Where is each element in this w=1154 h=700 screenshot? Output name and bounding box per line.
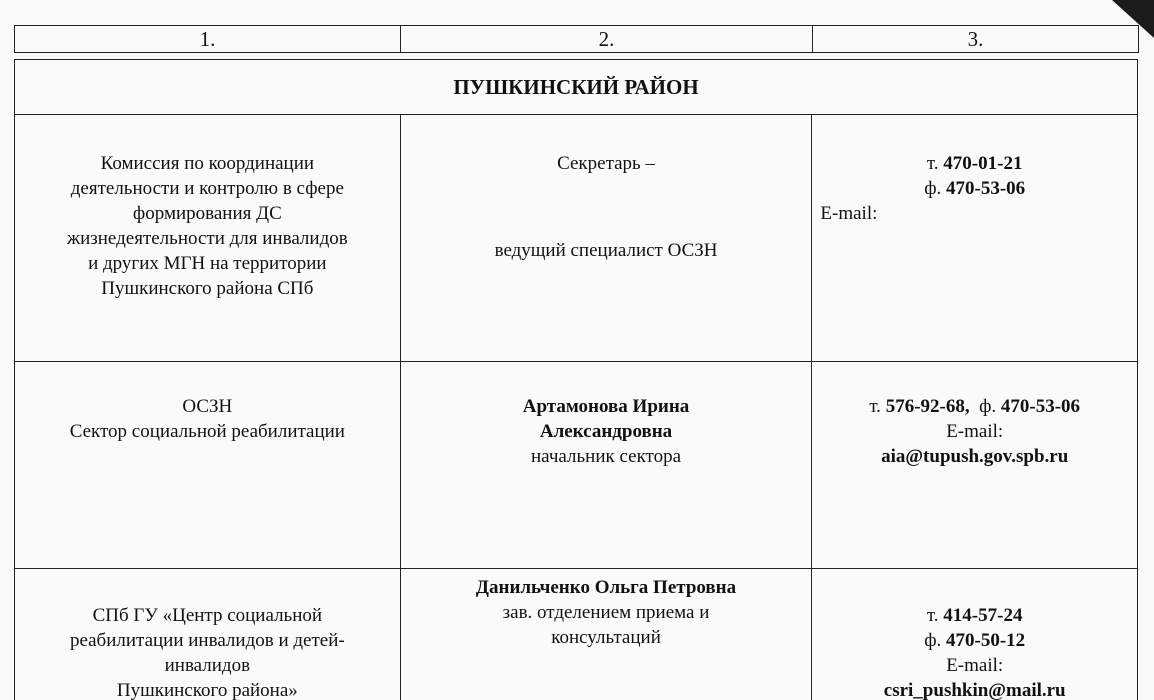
organization-line: Пушкинского района» (116, 680, 298, 700)
phone-prefix: т. (869, 396, 881, 417)
person-name: Артамонова Ирина (522, 396, 690, 417)
column-number-3: 3. (813, 26, 1139, 53)
email-label: E-mail: (946, 421, 1004, 442)
organization-line: инвалидов (164, 655, 251, 676)
organization-line: деятельности и контролю в сфере (70, 178, 344, 199)
organization-line: формирования ДС (132, 203, 282, 224)
organization-line: Сектор социальной реабилитации (69, 421, 345, 442)
person-cell (400, 569, 812, 700)
organization-cell (15, 362, 401, 569)
organization-line: Комиссия по координации (100, 153, 315, 174)
table-row (15, 569, 1138, 700)
table-row (15, 362, 1138, 569)
district-title: ПУШКИНСКИЙ РАЙОН (15, 60, 1138, 115)
phone-prefix: т. (926, 605, 939, 626)
organization-line: жизнедеятельности для инвалидов (66, 228, 348, 249)
fax-prefix: ф. (924, 178, 942, 199)
organization-cell (15, 569, 401, 700)
fax-number: 470-53-06 (1000, 396, 1081, 417)
position-text: Секретарь – (557, 153, 655, 174)
organization-line: реабилитации инвалидов и детей- (69, 630, 345, 651)
column-number-2: 2. (401, 26, 813, 53)
contacts-table (14, 59, 1138, 700)
position-text: консультаций (551, 627, 661, 648)
organization-cell (15, 115, 401, 362)
position-text: зав. отделением приема и (502, 602, 710, 623)
organization-line: СПб ГУ «Центр социальной (92, 605, 323, 626)
table-row (15, 115, 1138, 362)
fax-number: 470-50-12 (946, 630, 1026, 651)
district-row (15, 60, 1138, 115)
email-label: E-mail: (820, 203, 878, 224)
person-name: Данильченко Ольга Петровна (475, 577, 737, 598)
fax-number: 470-53-06 (946, 178, 1026, 199)
organization-line: и других МГН на территории (88, 253, 327, 274)
contacts-cell (812, 569, 1138, 700)
email-address[interactable]: aia@tupush.gov.spb.ru (881, 446, 1069, 467)
contacts-cell (812, 115, 1138, 362)
position-text: начальник сектора (531, 446, 682, 467)
phone-number: 576-92-68, (885, 396, 970, 417)
phone-number: 414-57-24 (943, 605, 1023, 626)
organization-line: Пушкинского района СПб (101, 278, 314, 299)
fax-prefix: ф. (979, 396, 997, 417)
person-cell (400, 115, 812, 362)
position-text: ведущий специалист ОСЗН (494, 240, 718, 261)
column-number-1: 1. (15, 26, 401, 53)
column-number-header (14, 25, 1139, 53)
email-address[interactable]: csri_pushkin@mail.ru (883, 680, 1066, 700)
person-name: Александровна (539, 421, 673, 442)
contacts-cell (812, 362, 1138, 569)
phone-prefix: т. (926, 153, 939, 174)
fax-prefix: ф. (924, 630, 942, 651)
phone-number: 470-01-21 (943, 153, 1023, 174)
organization-line: ОСЗН (182, 396, 233, 417)
person-cell (400, 362, 812, 569)
email-label: E-mail: (946, 655, 1004, 676)
